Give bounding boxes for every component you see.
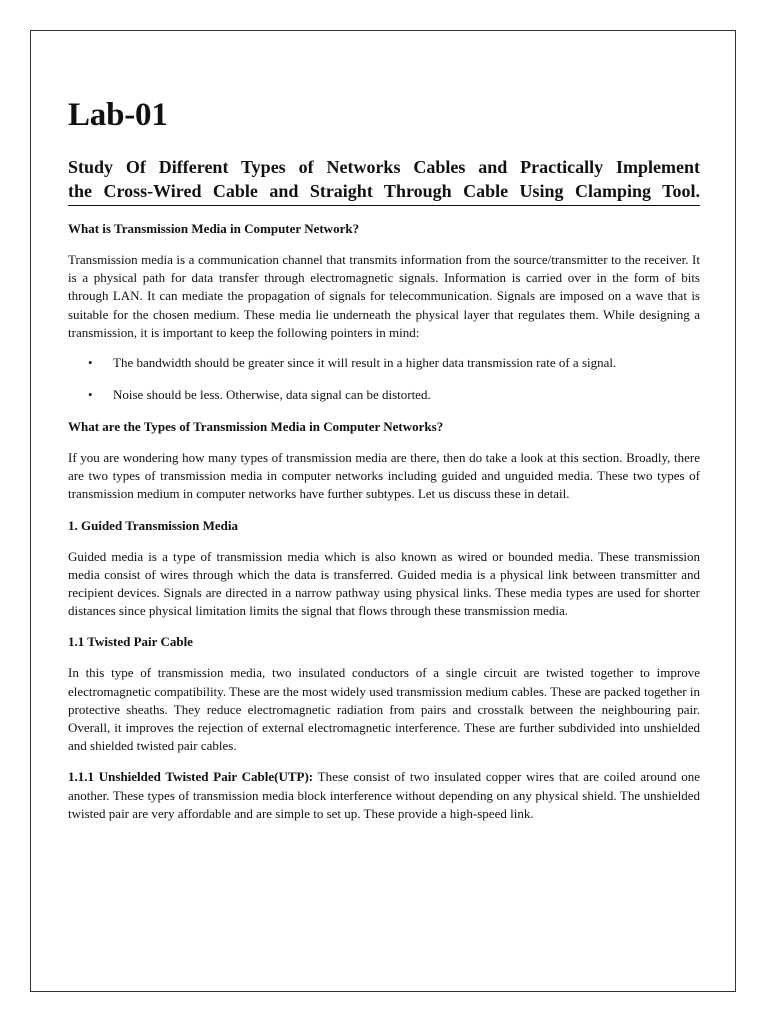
heading-utp: 1.1.1 Unshielded Twisted Pair Cable(UTP): bbox=[68, 769, 314, 785]
document-subtitle bbox=[68, 156, 700, 206]
page-title: Lab-01 bbox=[68, 97, 168, 133]
paragraph-types-of-media: If you are wondering how many types of transmission media are there, then do take a look at this section. Broadly, there are two types of transmission media in computer networks including guided and unguided media. These two types of transmission medium in computer networks have further subtypes. Let us discuss these in detail. bbox=[68, 450, 700, 502]
bullet-icon: • bbox=[88, 387, 93, 403]
list-item bbox=[68, 354, 700, 372]
list-item-text: The bandwidth should be greater since it will result in a higher data transmission rate of a signal. bbox=[113, 355, 617, 371]
subtitle-line-2: the Cross-Wired Cable and Straight Through Cable Using Clamping Tool. bbox=[68, 180, 700, 201]
list-item bbox=[68, 386, 700, 404]
pointers-list bbox=[68, 354, 700, 404]
subtitle-line-1: Study Of Different Types of Networks Cables and Practically Implement bbox=[68, 157, 700, 177]
paragraph-utp bbox=[68, 768, 700, 823]
heading-twisted-pair: 1.1 Twisted Pair Cable bbox=[68, 634, 193, 650]
utp-text: These consist of two insulated copper wires that are coiled around one another. These types of transmission media block interference without depending on any physical shield. The unshielded twisted pair are very affordable and are simple to set up. These provide a high-speed link. bbox=[68, 769, 700, 821]
heading-types-of-media: What are the Types of Transmission Media in Computer Networks? bbox=[68, 419, 444, 435]
paragraph-transmission-media: Transmission media is a communication channel that transmits information from the source/transmitter to the receiver. It is a physical path for data transfer through electromagnetic signals. Information is carried over in the form of bits through LAN. It can mediate the propagation of signals for telecommunication. Signals are imposed on a wave that is suitable for the chosen medium. These media lie underneath the physical layer that regulates them. While designing a transmission, it is important to keep the following pointers in mind: bbox=[68, 252, 700, 340]
heading-transmission-media: What is Transmission Media in Computer Network? bbox=[68, 221, 360, 236]
bullet-icon: • bbox=[88, 355, 93, 371]
list-item-text: Noise should be less. Otherwise, data signal can be distorted. bbox=[113, 387, 431, 403]
paragraph-guided-media: Guided media is a type of transmission media which is also known as wired or bounded media. These transmission media consist of wires through which the data is transferred. Guided media is a physical link between transmitter and recipient devices. Signals are directed in a narrow pathway using physical links. These media types are used for shorter distances since physical limitation limits the signal that flows through these transmission media. bbox=[68, 548, 700, 619]
heading-guided-media: 1. Guided Transmission Media bbox=[68, 517, 238, 533]
document-body bbox=[68, 93, 700, 823]
paragraph-twisted-pair: In this type of transmission media, two insulated conductors of a single circuit are twisted together to improve electromagnetic compatibility. These are the most widely used transmission medium cables. These are packed together in protective sheaths. They reduce electromagnetic radiation from pairs and crosstalk between the neighbouring pair. Overall, it improves the rejection of external electromagnetic interference. These are further subdivided into unshielded and shielded twisted pair cables. bbox=[68, 665, 700, 754]
